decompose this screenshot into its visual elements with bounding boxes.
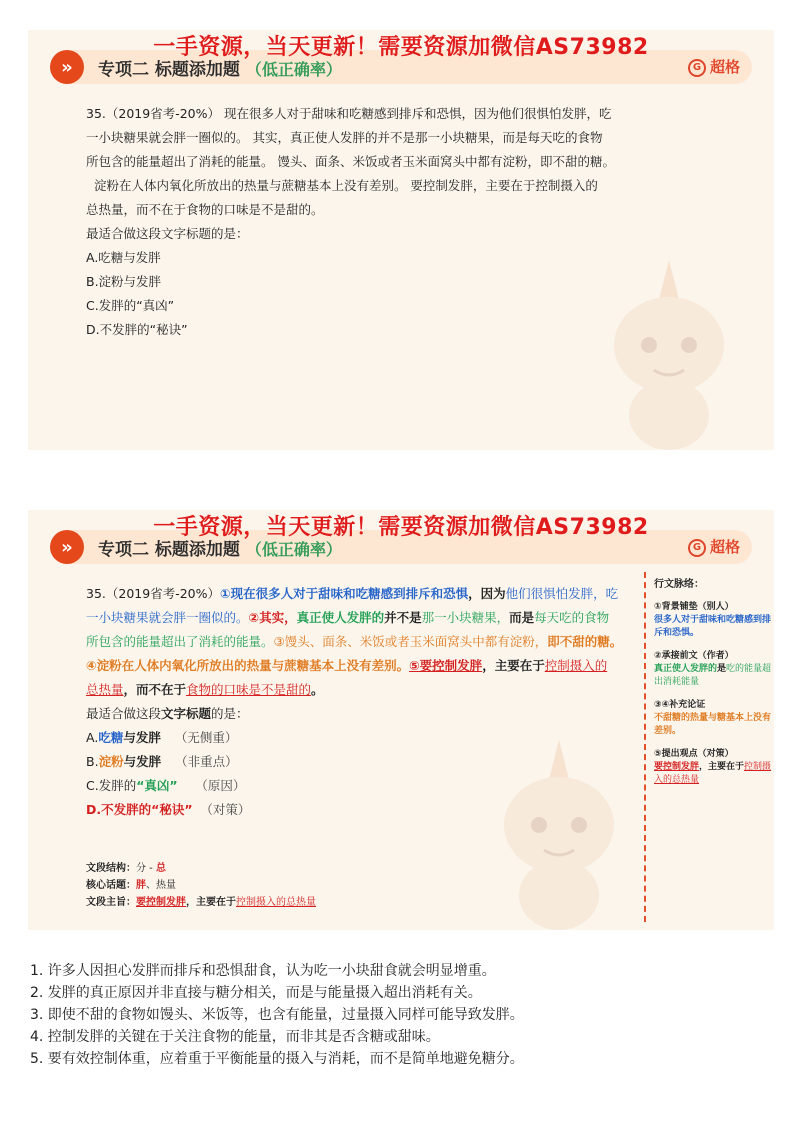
arrow-right-icon: » bbox=[50, 50, 84, 84]
list-item: 2. 发胖的真正原因并非直接与糖分相关，而是与能量摄入超出消耗有关。 bbox=[30, 985, 482, 1001]
question-line: 所包含的能量超出了消耗的能量。 馒头、面条、米饭或者玉米面窝头中都有淀粉，即不甜的糖。 bbox=[86, 154, 615, 169]
list-item: 4. 控制发胖的关键在于关注食物的能量，而非其是否含糖或甜味。 bbox=[30, 1029, 440, 1045]
question-line: 淀粉在人体内氧化所放出的热量与蔗糖基本上没有差别。 要控制发胖，主要在于控制摄入的 bbox=[86, 178, 598, 193]
list-item: 3. 即使不甜的食物如馒头、米饭等，也含有能量，过量摄入同样可能导致发胖。 bbox=[30, 1007, 524, 1023]
slide-title: 专项二 标题添加题 bbox=[98, 60, 240, 80]
summary-structure: 文段结构：分 - 总 bbox=[86, 863, 166, 874]
question-prompt: 最适合做这段文字标题的是： bbox=[86, 706, 249, 721]
option-a: A.吃糖与发胖 bbox=[86, 250, 161, 265]
brand-name: 超格 bbox=[709, 538, 740, 556]
brand-name: 超格 bbox=[709, 58, 740, 76]
sidebar-section-1: ①背景铺垫（别人） 很多人对于甜味和吃糖感到排斥和恐惧。 bbox=[654, 602, 772, 638]
sidebar-section-2: ②承接前文（作者） 真正使人发胖的是吃的能量超出消耗能量 bbox=[654, 651, 772, 687]
option-b: B.淀粉与发胖 bbox=[86, 274, 162, 289]
option-d: D.不发胖的“秘诀” （对策） bbox=[86, 802, 251, 817]
watermark-text: 一手资源，当天更新！需要资源加微信AS73982 bbox=[153, 515, 649, 540]
question-prompt: 最适合做这段文字标题的是： bbox=[86, 226, 249, 241]
option-d: D.不发胖的“秘诀” bbox=[86, 322, 188, 337]
sentence-1: ①现在很多人对于甜味和吃糖感到排斥和恐惧 bbox=[220, 586, 469, 601]
brand-g-icon: G bbox=[688, 59, 706, 77]
watermark-text: 一手资源，当天更新！需要资源加微信AS73982 bbox=[153, 35, 649, 60]
sentence-5: ⑤要控制发胖 bbox=[409, 658, 483, 673]
annotated-question-block: 35.（2019省考-20%）①现在很多人对于甜味和吃糖感到排斥和恐惧，因为他们很惧怕发胖，吃 一小块糖果就会胖一圈似的。②其实，真正使人发胖的并不是那一小块糖果，而是每天吃的食物 所包含的能量超出了消耗的能量。③馒头、面条、米饭或者玉米面窝头中都有淀粉，即不甜的糖。 ④淀粉在人体内氧化所放出的热量与蔗糖基本上没有差别。⑤要控制发胖，主要在于控制摄入的 总热量，而不在于食物的口味是不是甜的。 最适合做这段文字标题的是： A.吃糖与发胖 （无侧重） B.淀粉与发胖 （非重点） C.发胖的“真凶” （原因） D.不发胖的“秘诀” （对策） bbox=[86, 582, 658, 822]
arrow-right-icon: » bbox=[50, 530, 84, 564]
option-c: C.发胖的“真凶” bbox=[86, 298, 175, 313]
question-line: 总热量，而不在于食物的口味是不是甜的。 bbox=[86, 202, 324, 217]
question-block bbox=[86, 102, 646, 342]
sentence-2: ②其实， bbox=[248, 610, 297, 625]
structure-sidebar bbox=[644, 572, 774, 922]
sidebar-heading: 行文脉络： bbox=[654, 579, 704, 590]
slide-annotated bbox=[28, 510, 774, 930]
slide-original bbox=[28, 30, 774, 450]
list-item: 5. 要有效控制体重，应着重于平衡能量的摄入与消耗，而不是简单地避免糖分。 bbox=[30, 1051, 524, 1067]
sidebar-section-3: ③④补充论证 不甜糖的热量与糖基本上没有差别。 bbox=[654, 700, 772, 736]
sentence-3: ③馒头、面条、米饭或者玉米面窝头中都有淀粉， bbox=[273, 634, 548, 649]
slide-subtitle: （低正确率） bbox=[245, 60, 342, 79]
sentence-4: ④淀粉在人体内氧化所放出的热量与蔗糖基本上没有差别。 bbox=[86, 658, 410, 673]
brand-g-icon: G bbox=[688, 539, 706, 557]
option-b: B.淀粉与发胖 （非重点） bbox=[86, 754, 238, 769]
sidebar-section-4: ⑤提出观点（对策） 要控制发胖，主要在于控制摄入的总热量 bbox=[654, 749, 772, 785]
question-line: 35.（2019省考-20%） 现在很多人对于甜味和吃糖感到排斥和恐惧，因为他们很惧怕发胖，吃 bbox=[86, 106, 612, 121]
slide-title: 专项二 标题添加题 bbox=[98, 540, 240, 560]
question-line: 一小块糖果就会胖一圈似的。 其实，真正使人发胖的并不是那一小块糖果，而是每天吃的食物 bbox=[86, 130, 603, 145]
slide-subtitle: （低正确率） bbox=[245, 540, 342, 559]
option-c: C.发胖的“真凶” （原因） bbox=[86, 778, 246, 793]
summary-main-idea: 文段主旨：要控制发胖，主要在于控制摄入的总热量 bbox=[86, 897, 316, 908]
list-item: 1. 许多人因担心发胖而排斥和恐惧甜食，认为吃一小块甜食就会明显增重。 bbox=[30, 963, 496, 979]
passage-summary bbox=[86, 860, 316, 911]
summary-list bbox=[30, 960, 770, 1070]
option-a: A.吃糖与发胖 （无侧重） bbox=[86, 730, 238, 745]
summary-topic: 核心话题：胖、热量 bbox=[86, 880, 176, 891]
